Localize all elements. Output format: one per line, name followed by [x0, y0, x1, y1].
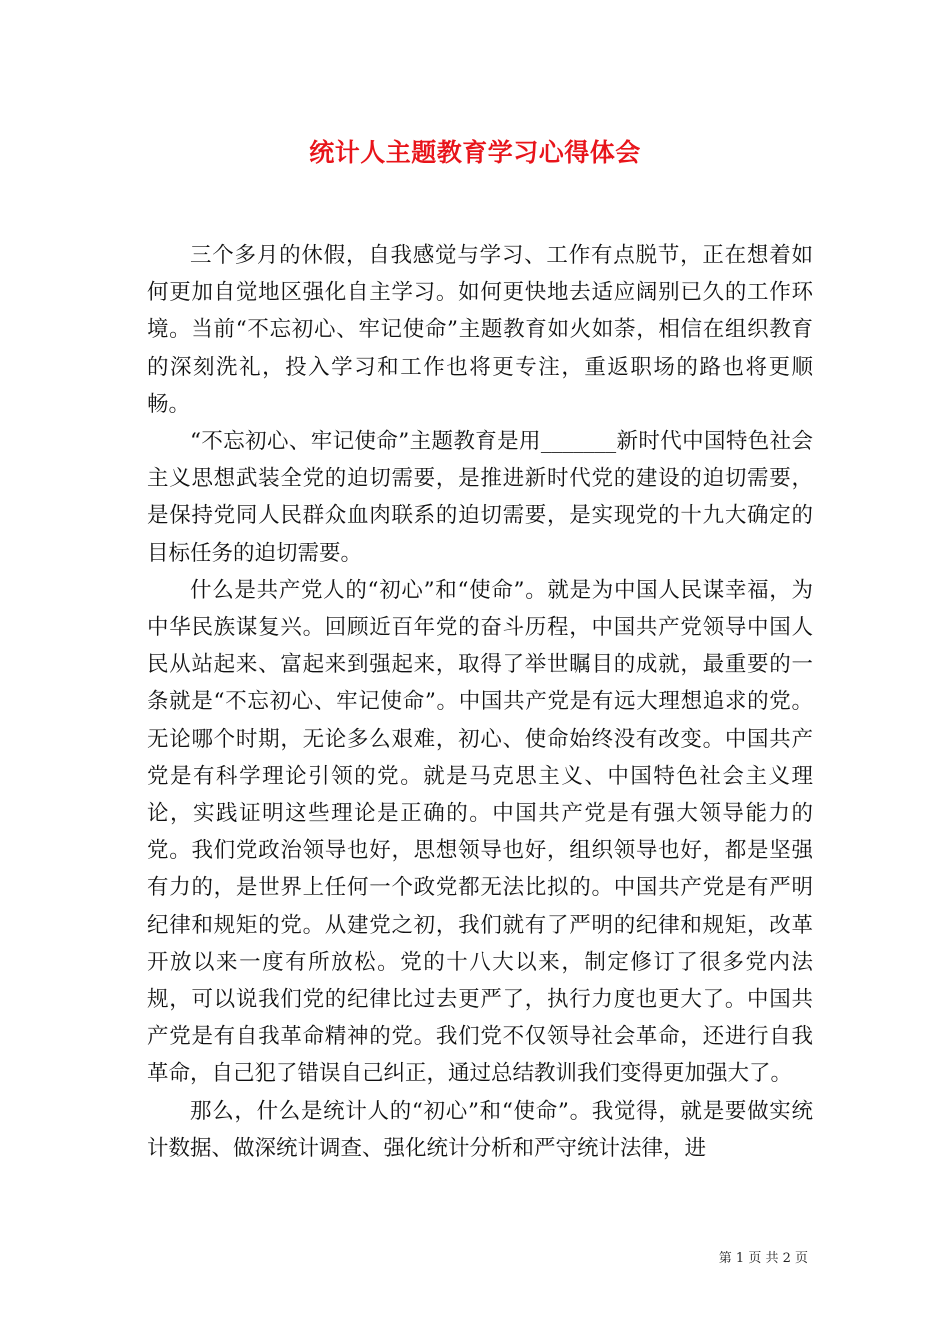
paragraph-4: 那么，什么是统计人的“初心”和“使命”。我觉得，就是要做实统计数据、做深统计调查、强化统计分析和严守统计法律，进 [147, 1098, 813, 1161]
page-number-footer: 第 1 页 共 2 页 [718, 1251, 808, 1266]
paragraph-2: “不忘初心、牢记使命”主题教育是用_______新时代中国特色社会主义思想武装全党的迫切需要，是推进新时代党的建设的迫切需要，是保持党同人民群众血肉联系的迫切需要，是实现党的十九大确定的目标任务的迫切需要。 [147, 429, 813, 566]
document-body [147, 237, 813, 1167]
paragraph-3: 什么是共产党人的“初心”和“使命”。就是为中国人民谋幸福，为中华民族谋复兴。回顾近百年党的奋斗历程，中国共产党领导中国人民从站起来、富起来到强起来，取得了举世瞩目的成就，最重要的一条就是“不忘初心、牢记使命”。中国共产党是有远大理想追求的党。无论哪个时期，无论多么艰难，初心、使命始终没有改变。中国共产党是有科学理论引领的党。就是马克思主义、中国特色社会主义理论，实践证明这些理论是正确的。中国共产党是有强大领导能力的党。我们党政治领导也好，思想领导也好，组织领导也好，都是坚强有力的，是世界上任何一个政党都无法比拟的。中国共产党是有严明纪律和规矩的党。从建党之初，我们就有了严明的纪律和规矩，改革开放以来一度有所放松。党的十八大以来，制定修订了很多党内法规，可以说我们党的纪律比过去更严了，执行力度也更大了。中国共产党是有自我革命精神的党。我们党不仅领导社会革命，还进行自我革命，自己犯了错误自己纠正，通过总结教训我们变得更加强大了。 [147, 577, 813, 1087]
document-title: 统计人主题教育学习心得体会 [309, 138, 641, 167]
paragraph-1: 三个多月的休假，自我感觉与学习、工作有点脱节，正在想着如何更加自觉地区强化自主学习。如何更快地去适应阔别已久的工作环境。当前“不忘初心、牢记使命”主题教育如火如荼，相信在组织教育的深刻洗礼，投入学习和工作也将更专注，重返职场的路也将更顺畅。 [147, 243, 813, 417]
